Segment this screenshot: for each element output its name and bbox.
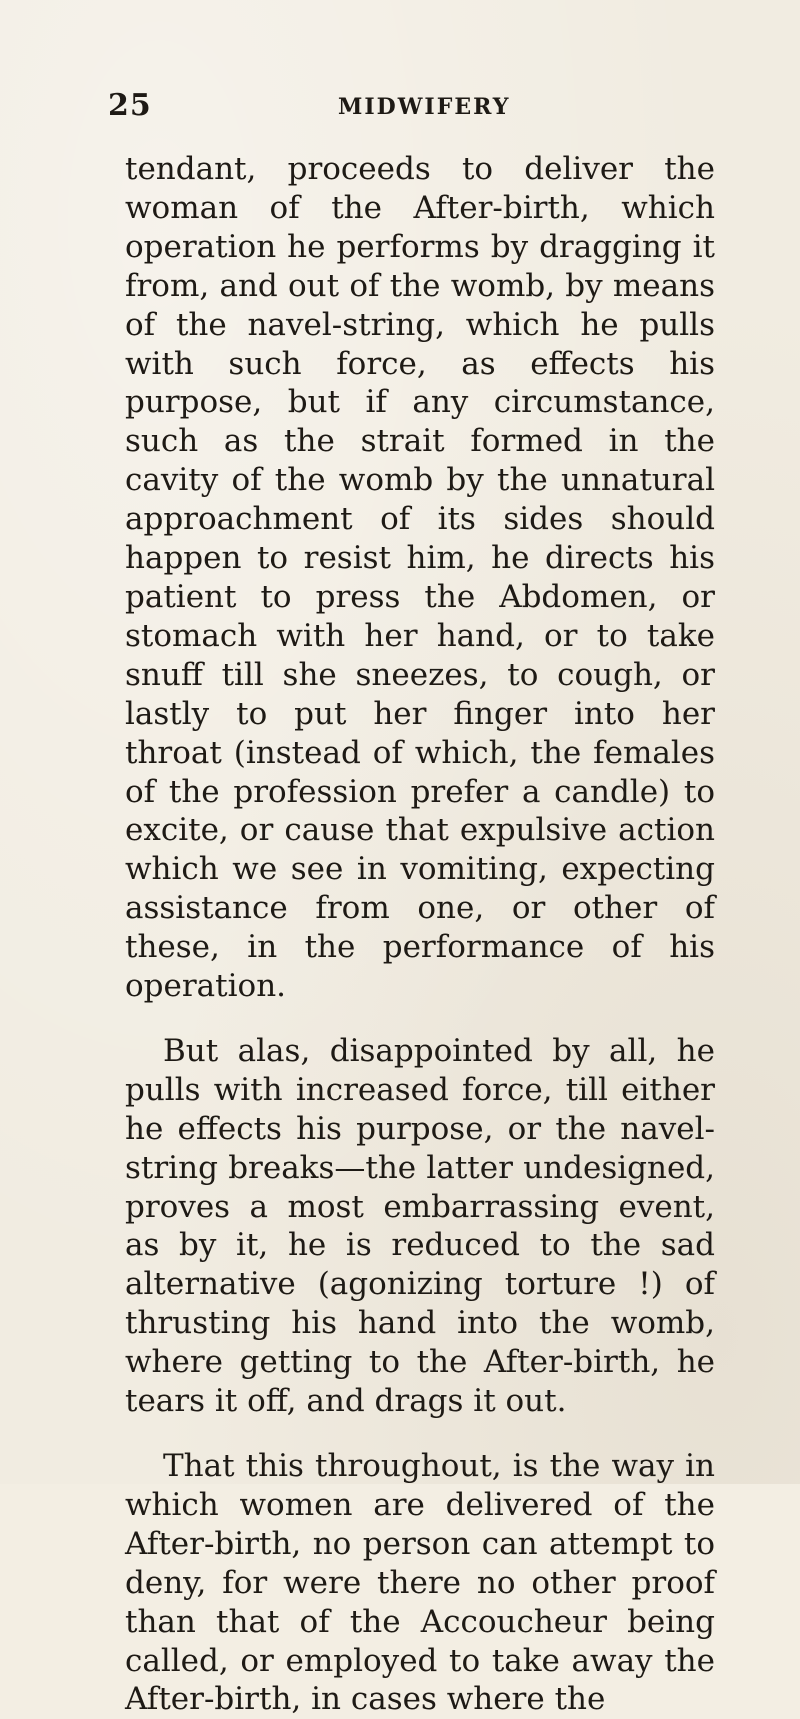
paragraph-2: But alas, disappointed by all, he pulls with increased force, till either he effects his purpose, or the navel-string breaks—the latter undesigned, proves a most embarrassing event, as by it, he is reduced to the sad alternative (agonizing torture !) of thrusting his hand into the womb, where getting to the After-birth, he tears it off, and drags it out. (125, 1032, 715, 1420)
page-header (108, 88, 668, 128)
running-head: MIDWIFERY (338, 94, 511, 120)
page-number: 25 (108, 88, 152, 123)
paragraph-3: That this throughout, is the way in which women are delivered of the After-birth, no person can attempt to deny, for were there no other proof than that of the Accoucheur being called, or employed to take away the After-birth, in cases where the (125, 1448, 715, 1718)
paragraph-1: tendant, proceeds to deliver the woman of the After-birth, which operation he performs by dragging it from, and out of the womb, by means of the navel-string, which he pulls with such force, as effects his purpose, but if any circumstance, such as the strait formed in the cavity of the womb by the unnatural approachment of its sides should happen to resist him, he directs his patient to press the Abdomen, or stomach with her hand, or to take snuff till she sneezes, to cough, or lastly to put her finger into her throat (instead of which, the females of the profession prefer a candle) to excite, or cause that expulsive action which we see in vomiting, expecting assistance from one, or other of these, in the performance of his operation. (125, 151, 715, 1005)
